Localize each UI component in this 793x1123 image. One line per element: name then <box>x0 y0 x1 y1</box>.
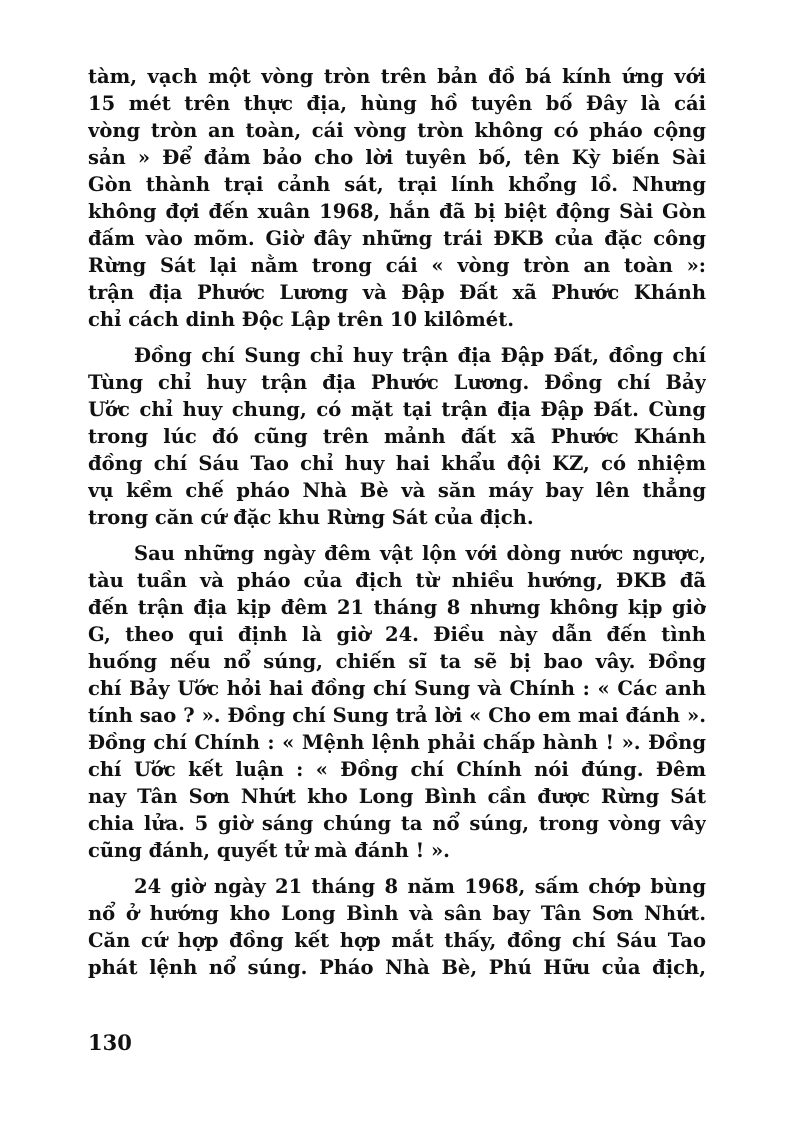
text-line: chỉ cách dinh Độc Lập trên 10 kilômét. <box>88 308 515 331</box>
paragraph-4 <box>88 873 706 981</box>
text-line: nay Tân Sơn Nhứt kho Long Bình cần được Rừng Sát <box>88 785 706 808</box>
text-line: nổ ở hướng kho Long Bình và sân bay Tân Sơn Nhứt. <box>88 902 706 925</box>
text-line: chí Bảy Ước hỏi hai đồng chí Sung và Chính : « Các anh <box>88 677 706 700</box>
text-line: 24 giờ ngày 21 tháng 8 năm 1968, sấm chớp bùng <box>134 875 706 898</box>
text-line: Gòn thành trại cảnh sát, trại lính khổng lồ. Nhưng <box>88 173 706 196</box>
text-line: không đợi đến xuân 1968, hắn đã bị biệt động Sài Gòn <box>88 200 706 223</box>
text-line: 15 mét trên thực địa, hùng hồ tuyên bố Đây là cái <box>88 92 706 115</box>
text-line: vụ kềm chế pháo Nhà Bè và săn máy bay lên thẳng <box>88 479 706 502</box>
text-line: trong căn cứ đặc khu Rừng Sát của địch. <box>88 506 534 529</box>
text-line: Căn cứ hợp đồng kết hợp mắt thấy, đồng chí Sáu Tao <box>88 929 706 952</box>
text-line: đấm vào mõm. Giờ đây những trái ĐKB của đặc công <box>88 227 706 250</box>
page-number: 130 <box>88 1030 132 1055</box>
paragraph-spacer <box>88 333 706 342</box>
text-line: tàm, vạch một vòng tròn trên bản đồ bá kính ứng với <box>88 65 706 88</box>
paragraph-spacer <box>88 531 706 540</box>
text-line: G, theo qui định là giờ 24. Điều này dẫn đến tình <box>88 623 706 646</box>
text-line: Sau những ngày đêm vật lộn với dòng nước ngược, <box>134 542 706 565</box>
text-line: tàu tuần và pháo của địch từ nhiều hướng, ĐKB đã <box>88 569 706 592</box>
text-line: sản » Để đảm bảo cho lời tuyên bố, tên Kỳ biến Sài <box>88 146 706 169</box>
text-line: Đồng chí Sung chỉ huy trận địa Đập Đất, đồng chí <box>134 344 706 367</box>
text-line: trong lúc đó cũng trên mảnh đất xã Phước Khánh <box>88 425 706 448</box>
text-line: Tùng chỉ huy trận địa Phước Lương. Đồng chí Bảy <box>88 371 706 394</box>
body-text <box>88 63 706 981</box>
paragraph-spacer <box>88 864 706 873</box>
paragraph-1 <box>88 63 706 333</box>
text-line: Đồng chí Chính : « Mệnh lệnh phải chấp hành ! ». Đồng <box>88 731 706 754</box>
paragraph-3 <box>88 540 706 864</box>
text-line: chí Ước kết luận : « Đồng chí Chính nói đúng. Đêm <box>88 758 706 781</box>
text-line: đồng chí Sáu Tao chỉ huy hai khẩu đội KZ, có nhiệm <box>88 452 706 475</box>
text-line: cũng đánh, quyết tử mà đánh ! ». <box>88 839 450 862</box>
text-line: tính sao ? ». Đồng chí Sung trả lời « Cho em mai đánh ». <box>88 704 706 727</box>
text-line: vòng tròn an toàn, cái vòng tròn không có pháo cộng <box>88 119 706 142</box>
text-line: phát lệnh nổ súng. Pháo Nhà Bè, Phú Hữu của địch, <box>88 956 706 979</box>
text-line: trận địa Phước Lương và Đập Đất xã Phước Khánh <box>88 281 706 304</box>
text-line: chia lửa. 5 giờ sáng chúng ta nổ súng, trong vòng vây <box>88 812 706 835</box>
text-line: huống nếu nổ súng, chiến sĩ ta sẽ bị bao vây. Đồng <box>88 650 706 673</box>
text-line: đến trận địa kịp đêm 21 tháng 8 nhưng không kịp giờ <box>88 596 706 619</box>
text-line: Rừng Sát lại nằm trong cái « vòng tròn an toàn »: <box>88 254 706 277</box>
text-line: Ước chỉ huy chung, có mặt tại trận địa Đập Đất. Cùng <box>88 398 706 421</box>
paragraph-2 <box>88 342 706 531</box>
